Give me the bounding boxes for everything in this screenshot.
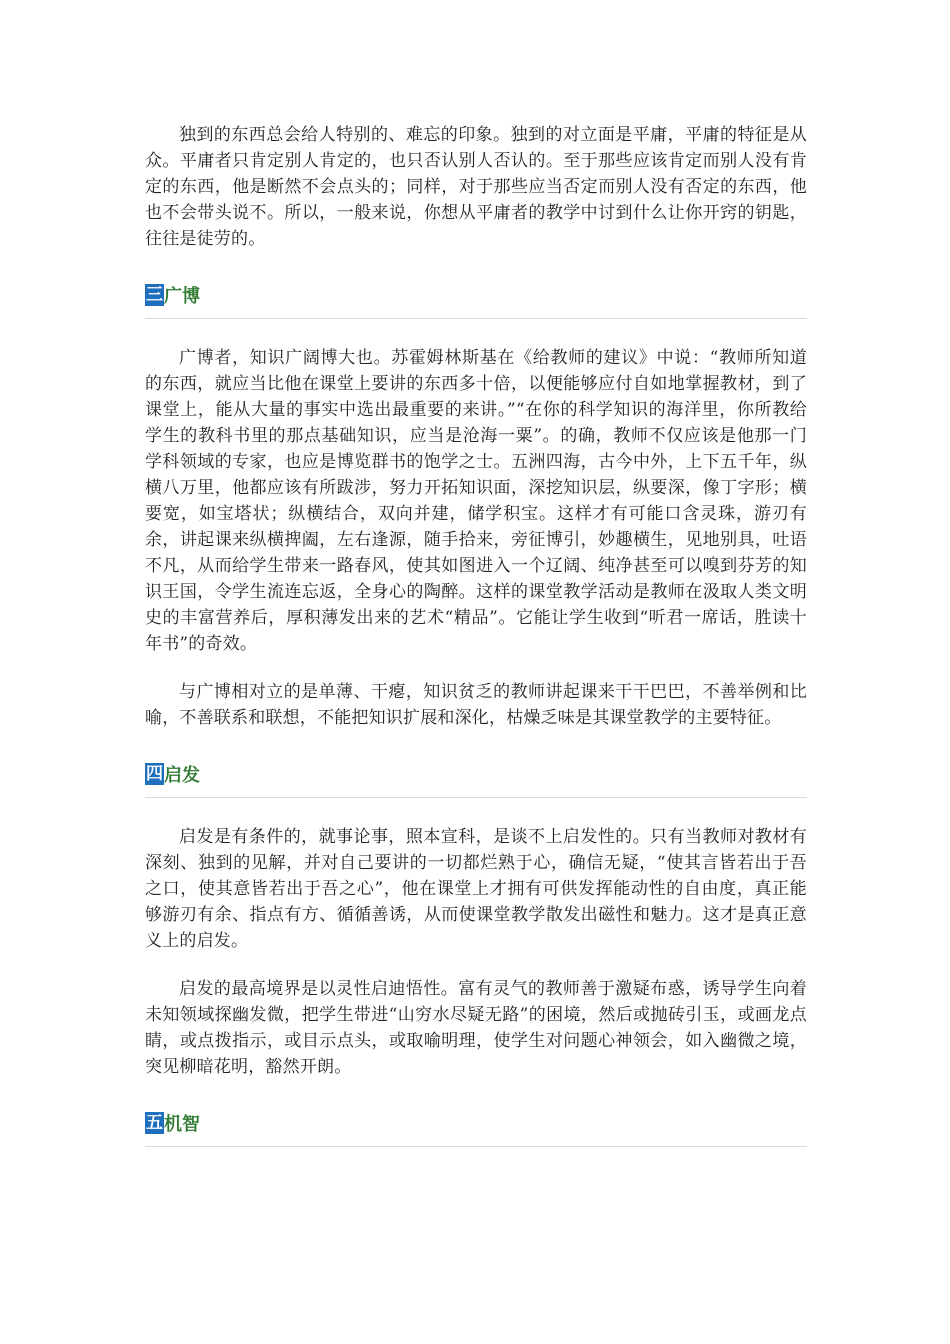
section-divider (145, 797, 807, 798)
document-body (145, 122, 807, 1173)
section-heading-3 (145, 282, 807, 308)
paragraph: 广博者，知识广阔博大也。苏霍姆林斯基在《给教师的建议》中说：“教师所知道的东西，就应当比他在课堂上要讲的东西多十倍，以便能够应付自如地掌握教材，到了课堂上，能从大量的事实中选出最重要的来讲。”“在你的科学知识的海洋里，你所教给学生的教科书里的那点基础知识，应当是沧海一粟”。的确，教师不仅应该是他那一门学科领域的专家，也应是博览群书的饱学之士。五洲四海，古今中外，上下五千年，纵横八万里，他都应该有所跋涉，努力开拓知识面，深挖知识层，纵要深，像丁字形；横要宽，如宝塔状；纵横结合，双向并建，储学积宝。这样才有可能口含灵珠，游刃有余，讲起课来纵横捭阖，左右逢源，随手拾来，旁征博引，妙趣横生，见地别具，吐语不凡，从而给学生带来一路春风，使其如图进入一个辽阔、纯净甚至可以嗅到芬芳的知识王国，令学生流连忘返，全身心的陶醉。这样的课堂教学活动是教师在汲取人类文明史的丰富营养后，厚积薄发出来的艺术“精品”。它能让学生收到“听君一席话，胜读十年书”的奇效。 (145, 348, 807, 654)
section-number-badge: 三 (146, 285, 163, 305)
paragraph: 与广博相对立的是单薄、干瘪，知识贫乏的教师讲起课来干干巴巴，不善举例和比喻，不善联系和联想，不能把知识扩展和深化，枯燥乏味是其课堂教学的主要特征。 (145, 682, 807, 728)
section-number-badge: 四 (146, 764, 163, 784)
section-divider (145, 1146, 807, 1147)
section-divider (145, 318, 807, 319)
section-number-badge: 五 (146, 1113, 163, 1133)
paragraph: 独到的东西总会给人特别的、难忘的印象。独到的对立面是平庸，平庸的特征是从众。平庸者只肯定别人肯定的，也只否认别人否认的。至于那些应该肯定而别人没有肯定的东西，他是断然不会点头的；同样，对于那些应当否定而别人没有否定的东西，他也不会带头说不。所以，一般来说，你想从平庸者的教学中讨到什么让你开窍的钥匙，往往是徒劳的。 (145, 125, 807, 249)
section-title: 广博 (164, 286, 200, 307)
section-title: 机智 (164, 1114, 200, 1135)
paragraph: 启发是有条件的，就事论事，照本宣科，是谈不上启发性的。只有当教师对教材有深刻、独到的见解，并对自己要讲的一切都烂熟于心，确信无疑，“使其言皆若出于吾之口，使其意皆若出于吾之心”，他在课堂上才拥有可供发挥能动性的自由度，真正能够游刃有余、指点有方、循循善诱，从而使课堂教学散发出磁性和魅力。这才是真正意义上的启发。 (145, 827, 807, 951)
section-heading-4 (145, 761, 807, 787)
section-title: 启发 (164, 765, 200, 786)
paragraph: 启发的最高境界是以灵性启迪悟性。富有灵气的教师善于激疑布惑，诱导学生向着未知领域探幽发微，把学生带进“山穷水尽疑无路”的困境，然后或抛砖引玉，或画龙点睛，或点拨指示，或目示点头，或取喻明理，使学生对问题心神领会，如入幽微之境，突见柳暗花明，豁然开朗。 (145, 979, 807, 1077)
section-heading-5 (145, 1110, 807, 1136)
